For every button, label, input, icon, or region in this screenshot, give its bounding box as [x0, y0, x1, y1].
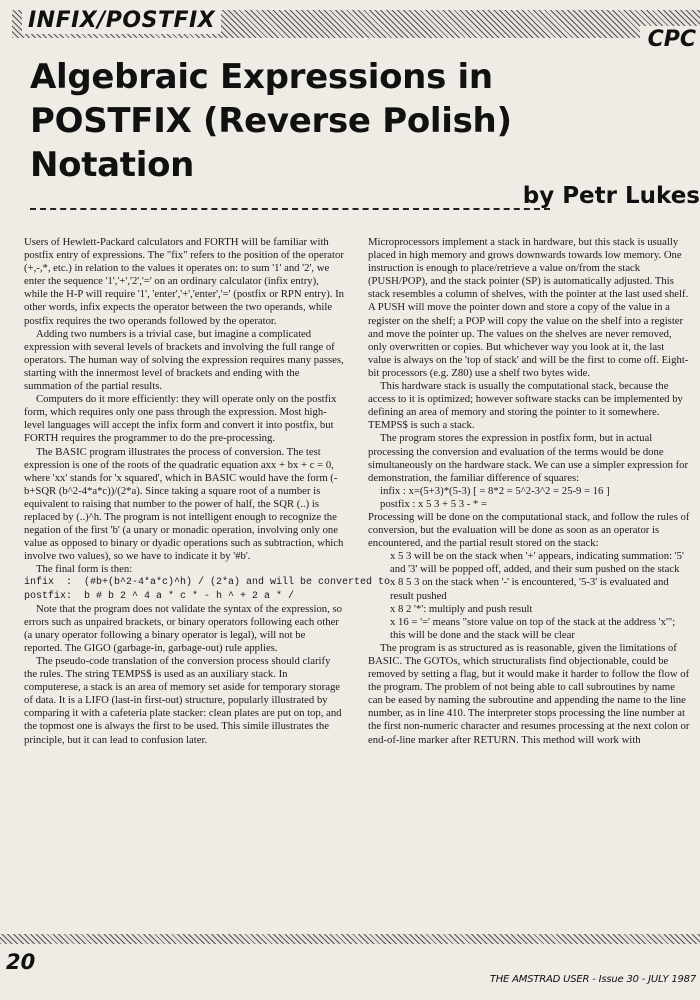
paragraph: Microprocessors implement a stack in hardware, but this stack is usually placed in high memory and grows downwards towards low memory. One instruction is enough to place/retrieve a value on/from the stack (PUSH/POP), and the stack pointer (SP) is automatically adjusted. This stack resembles a column of shelves, with the pointer at the last used shelf. A PUSH will move the pointer down and store a copy of the value in a register on the shelf; a POP will copy the value on the shelf into a register and move the pointer up. The values on the shelves are never removed, only overwritten or copies. But whichever way you look at it, the last value is always on the 'top of stack' and will be the first to come off. Eight-bit processors (e.g. Z80) use a shelf two bytes wide. [368, 236, 689, 379]
paragraph: Users of Hewlett-Packard calculators and FORTH will be familiar with postfix entry of expressions. The "fix" refers to the position of the operator (+,-,*, etc.) in relation to the values it operates on: to sum '1' and '2', we enter the sequence '1','+','2','=' on an ordinary calculator (infix entry), while the H-P will require '1', 'enter','+','enter','=' (postfix or RPN entry). In other words, infix expects the operator between the two operands, while postfix requires the two operands followed by the operator. [24, 236, 344, 327]
paragraph: The pseudo-code translation of the conversion process should clarify the rules. The string TEMPS$ is used as an auxiliary stack. In computerese, a stack is an area of memory set aside for temporary storage of data. It is a LIFO (last-in first-out) structure, popularly illustrated by comparing it with a cafeteria plate stacker: clean plates are put on top, and the topmost one is always the first to be used. This simile illustrates the principle, but it can lead to confusion later. [24, 655, 342, 746]
paragraph: Processing will be done on the computational stack, and follow the rules of conversion, but the evaluation will be done as soon as an operator is encountered, and the partial result stored on the stack: [368, 510, 690, 550]
title-divider [30, 208, 550, 210]
example-infix: infix : x=(5+3)*(5-3) [ = 8*2 = 5^2-3^2 = 25-9 = 16 ] [380, 484, 610, 497]
stack-step: x 16 = '=' means "store value on top of the stack at the address 'x'"; this will be done and the stack will be clear [390, 615, 676, 641]
section-tag: INFIX/POSTFIX [22, 8, 221, 34]
paragraph: This hardware stack is usually the computational stack, because the access to it is optimized; however software stacks can be implemented by defining an area of memory and storing the pointer to it somewhere. TEMPS$ is such a stack. [368, 380, 683, 432]
paragraph: The final form is then: [36, 563, 133, 576]
page-number: 20 [6, 950, 36, 974]
paragraph: Note that the program does not validate the syntax of the expression, so errors such as unpaired brackets, or binary operators following each other (a unary operator following a binary operator is legal), will not be reported. The GIGO (garbage-in, garbage-out) rule applies. [24, 602, 343, 654]
stack-step: x 8 5 3 on the stack when '-' is encountered, '5-3' is evaluated and result pushed [390, 576, 669, 602]
author-byline: by Petr Lukes [522, 183, 700, 209]
footer-hatch-bar [0, 934, 700, 944]
example-postfix: postfix : x 5 3 + 5 3 - * = [380, 497, 488, 510]
paragraph: The program stores the expression in postfix form, but in actual processing the conversion and evaluation of the terms would be done simultaneously on the hardware stack. We can use a simpler expression for demonstration, the familiar difference of squares: [368, 432, 689, 484]
right-text-column [368, 236, 690, 747]
stack-step: x 8 2 '*': multiply and push result [390, 602, 533, 615]
code-line-infix: infix : (#b+(b^2-4*a*c)^h) / (2*a) and will be converted to [24, 577, 391, 589]
article-title: Algebraic Expressions in POSTFIX (Reverse Polish) Notation [30, 57, 512, 185]
paragraph: Computers do it more efficiently: they will operate only on the postfix form, which requires only one pass through the expression. Most high-level languages will accept the infix form and convert it into postfix, but FORTH requires the programmer to do the pre-processing. [24, 393, 337, 445]
code-line-postfix: postfix: b # b 2 ^ 4 a * c * - h ^ + 2 a * / [24, 590, 295, 602]
series-tag: CPC [640, 26, 700, 54]
paragraph: The program is as structured as is reasonable, given the limitations of BASIC. The GOTOs, which structuralists find objectionable, could be removed by setting a flag, but it would make it harder to follow the flow of the program. The problem of not being able to call subroutines by name can be eased by naming the subroutine and appending the name to the line number, as in line 410. The interpreter stops processing the line number at the first non-numeric character and resumes processing at the next colon or end-of-line marker after RETURN. This method will work with [368, 641, 690, 746]
left-text-column [24, 236, 391, 747]
paragraph: Adding two numbers is a trivial case, but imagine a complicated expression with several levels of brackets and involving the full range of operators. The human way of solving the expression requires many passes, starting with the innermost level of brackets and ending with the summation of the partial results. [24, 327, 344, 393]
publication-footer: THE AMSTRAD USER - Issue 30 - JULY 1987 [489, 974, 696, 985]
stack-step: x 5 3 will be on the stack when '+' appears, indicating summation: '5' and '3' will be popped off, added, and their sum pushed on the stack [390, 550, 684, 576]
paragraph: The BASIC program illustrates the process of conversion. The test expression is one of the roots of the quadratic equation axx + bx + c = 0, where 'xx' stands for 'x squared', which in BASIC would have the form (-b+SQR (b^2-4*a*c))/(2*a). Since taking a square root of a number is equivalent to raising that number to the power of half, the SQR (..) is replaced by (..)^h. The program is not intelligent enough to recognize the negation of the first 'b' (a unary or monadic operation, involving only one value as opposed to binary or dyadic operations such as subtraction, which involve two values), so we have to indicate it by '#b'. [24, 445, 344, 563]
